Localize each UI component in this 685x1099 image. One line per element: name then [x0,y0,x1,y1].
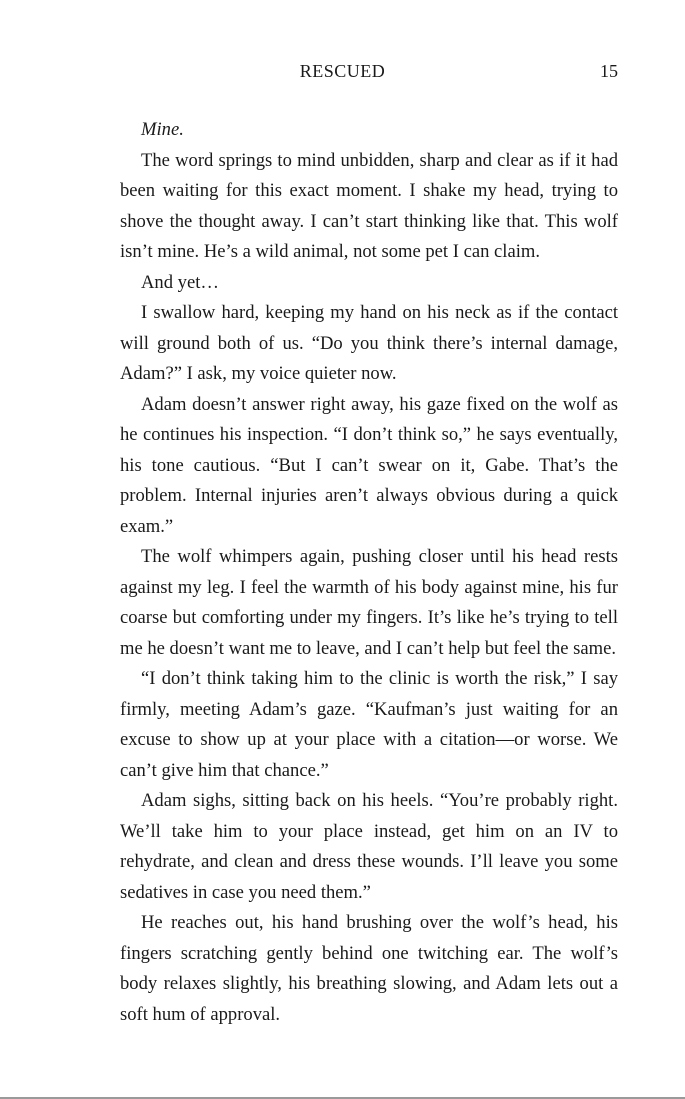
running-header [0,59,685,83]
paragraph: “I don’t think taking him to the clinic is worth the risk,” I say firmly, meeting Adam’s gaze. “Kaufman’s just waiting for an excuse to show up at your place with a citation—or worse. We can’t give him that chance.” [120,668,618,781]
running-title: RESCUED [299,61,386,81]
body-text [120,115,618,1030]
paragraph: He reaches out, his hand brushing over the wolf’s head, his fingers scratching gently behind one twitching ear. The wolf’s body relaxes slightly, his breathing slowing, and Adam lets out a soft hum of approval. [120,912,618,1025]
paragraph: The word springs to mind unbidden, sharp and clear as if it had been waiting for this exact moment. I shake my head, trying to shove the thought away. I can’t start thinking like that. This wolf isn’t mine. He’s a wild animal, not some pet I can claim. [120,149,618,262]
paragraph: Adam sighs, sitting back on his heels. “You’re probably right. We’ll take him to your place instead, get him on an IV to rehydrate, and clean and dress these wounds. I’ll leave you some sedatives in case you need them.” [120,790,618,903]
paragraph: Mine. [141,119,184,140]
paragraph: The wolf whimpers again, pushing closer until his head rests against my leg. I feel the warmth of his body against mine, his fur coarse but comforting under my fingers. It’s like he’s trying to tell me he doesn’t want me to leave, and I can’t help but feel the same. [120,546,618,659]
paragraph: Adam doesn’t answer right away, his gaze fixed on the wolf as he continues his inspection. “I don’t think so,” he says eventually, his tone cautious. “But I can’t swear on it, Gabe. That’s the problem. Internal injuries aren’t always obvious during a quick exam.” [120,393,618,537]
paragraph: I swallow hard, keeping my hand on his neck as if the contact will ground both of us. “Do you think there’s internal damage, Adam?” I ask, my voice quieter now. [120,302,618,384]
paragraph: And yet… [141,271,219,293]
page-number: 15 [600,61,618,81]
